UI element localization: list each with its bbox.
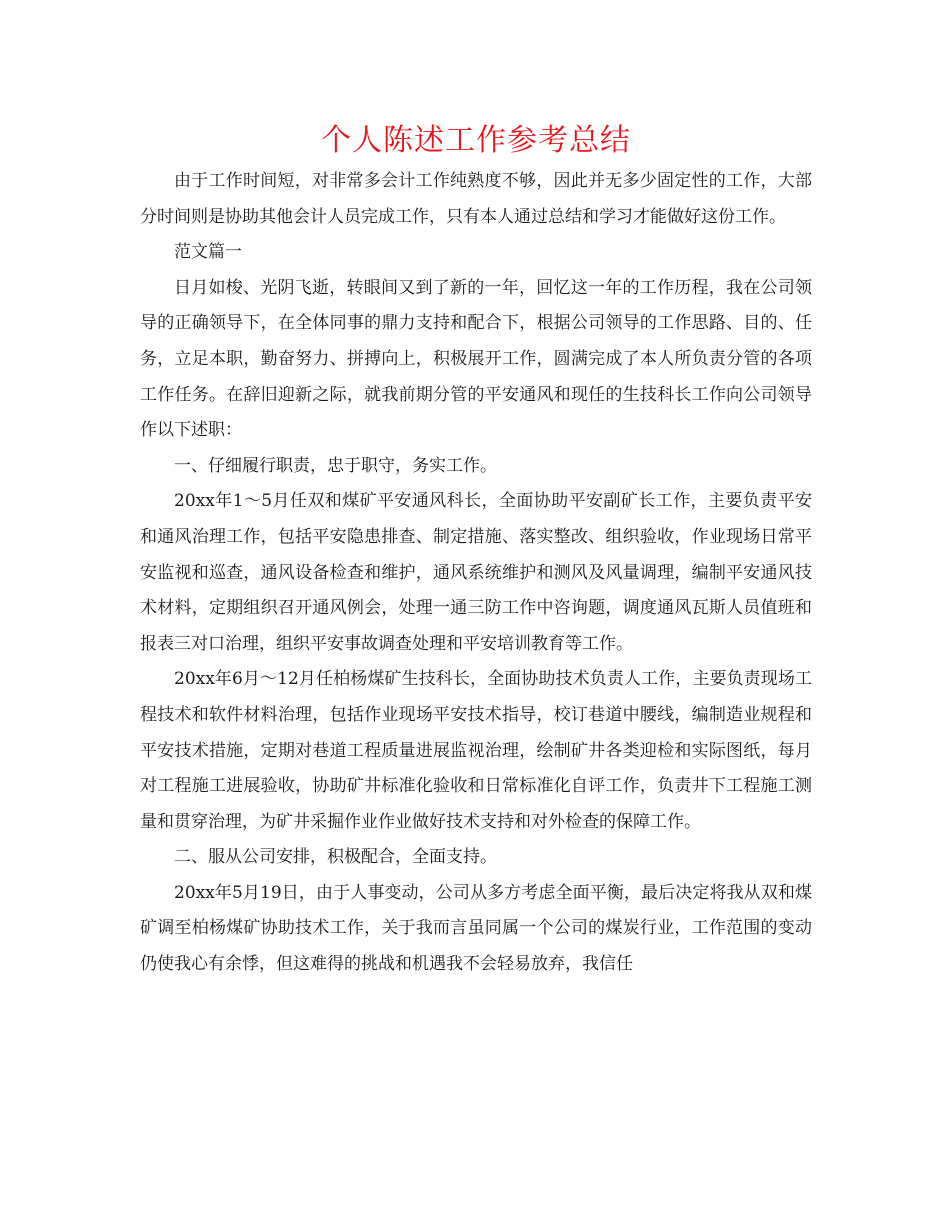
body-paragraph: 20xx年6月～12月任柏杨煤矿生技科长，全面协助技术负责人工作，主要负责现场工程技术和软件材料治理，包括作业现场平安技术指导，校订巷道中腰线，编制造业规程和平安技术措施，定期对巷道工程质量进展监视治理，绘制矿井各类迎检和实际图纸，每月对工程施工进展验收，协助矿井标准化验收和日常标准化自评工作，负责井下工程施工测量和贯穿治理，为矿井采掘作业作业做好技术支持和对外检查的保障工作。 — [140, 669, 812, 832]
body-paragraph: 20xx年5月19日，由于人事变动，公司从多方考虑全面平衡，最后决定将我从双和煤矿调至柏杨煤矿协助技术工作，关于我而言虽同属一个公司的煤炭行业，工作范围的变动仍使我心有余悸，但这难得的挑战和机遇我不会轻易放弃，我信任 — [140, 882, 812, 975]
document-title: 个人陈述工作参考总结 — [321, 123, 631, 158]
section-heading-two: 二、服从公司安排，积极配合，全面支持。 — [174, 847, 497, 868]
section-heading-one: 一、仔细履行职责，忠于职守，务实工作。 — [174, 455, 497, 476]
body-paragraph: 20xx年1～5月任双和煤矿平安通风科长，全面协助平安副矿长工作，主要负责平安和通风治理工作，包括平安隐患排查、制定措施、落实整改、组织验收，作业现场日常平安监视和巡查，通风设备检查和维护，通风系统维护和测风及风量调理，编制平安通风技术材料，定期组织召开通风例会，处理一通三防工作中咨询题，调度通风瓦斯人员值班和报表三对口治理，组织平安事故调查处理和平安培训教育等工作。 — [140, 491, 812, 654]
section-label-sample-one: 范文篇一 — [174, 242, 242, 263]
body-paragraph: 日月如梭、光阴飞逝，转眼间又到了新的一年，回忆这一年的工作历程，我在公司领导的正确领导下，在全体同事的鼎力支持和配合下，根据公司领导的工作思路、目的、任务，立足本职，勤奋努力、拼搏向上，积极展开工作，圆满完成了本人所负责分管的各项工作任务。在辞旧迎新之际，就我前期分管的平安通风和现任的生技科长工作向公司领导作以下述职： — [140, 277, 812, 441]
document-body — [140, 118, 812, 983]
intro-paragraph: 由于工作时间短，对非常多会计工作纯熟度不够，因此并无多少固定性的工作，大部分时间则是协助其他会计人员完成工作，只有本人通过总结和学习才能做好这份工作。 — [140, 171, 812, 227]
